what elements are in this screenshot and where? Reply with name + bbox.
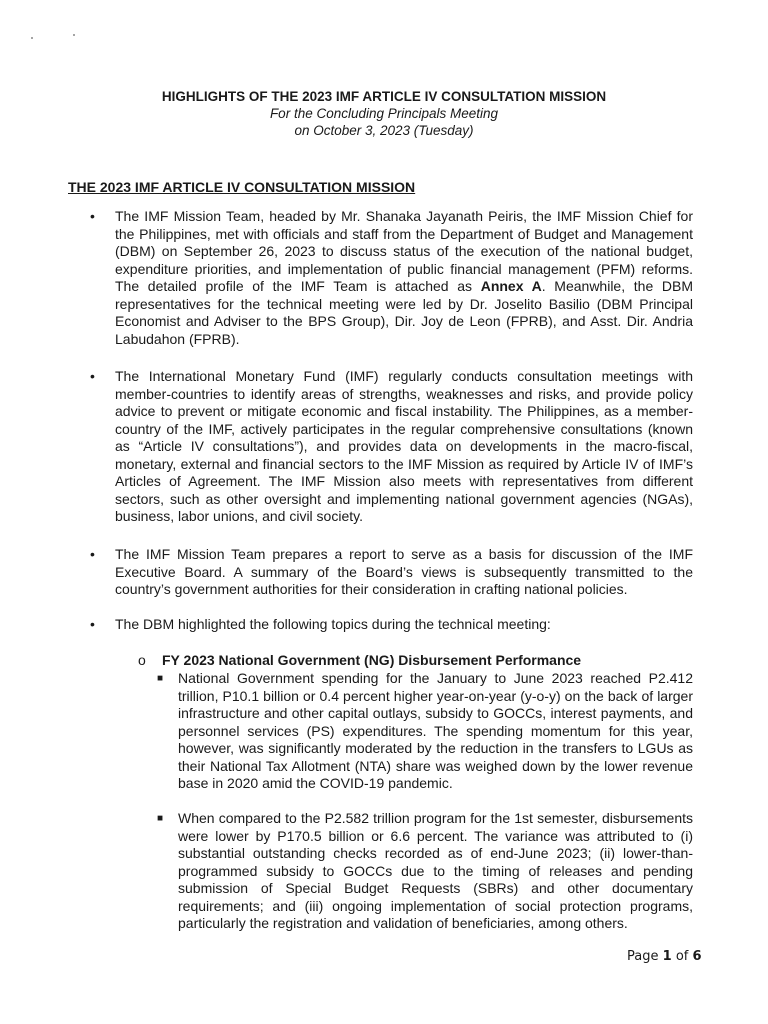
annex-reference: Annex A xyxy=(480,278,542,294)
document-header xyxy=(0,88,768,139)
bullet-paragraph xyxy=(90,368,693,526)
document-subtitle-2: on October 3, 2023 (Tuesday) xyxy=(294,123,474,138)
paragraph-text: The International Monetary Fund (IMF) regularly conducts consultation meetings with member-countries to identify areas of strengths, weaknesses and risks, and provide policy advice to prevent or mitigate economic and fiscal instability. The Philippines, as a member-country of the IMF, actively participates in the regular comprehensive consultations (known as “Article IV consultations”), and provides data on developments in the macro-fiscal, monetary, external and financial sectors to the IMF Mission as required by Article IV of IMF’s Articles of Agreement. The IMF Mission also meets with representatives from different sectors, such as other oversight and implementing national government agencies (NGAs), business, labor unions, and civil society. xyxy=(115,368,693,524)
scan-speck xyxy=(73,34,75,36)
square-bullet-icon: ■ xyxy=(157,813,164,824)
document-title: HIGHLIGHTS OF THE 2023 IMF ARTICLE IV CONSULTATION MISSION xyxy=(161,89,607,104)
page-current: 1 xyxy=(662,949,672,964)
bullet-paragraph xyxy=(90,546,693,599)
paragraph-text: The IMF Mission Team prepares a report to serve as a basis for discussion of the IMF Executive Board. A summary of the Board’s views is subsequently transmitted to the country’s government authorities for their consideration in crafting national policies. xyxy=(115,546,693,597)
paragraph-text: National Government spending for the January to June 2023 reached P2.412 trillion, P10.1 billion or 0.4 percent higher year-on-year (y-o-y) on the back of larger infrastructure and other capital outlays, subsidy to GOCCs, interest payments, and personnel services (PS) expenditures. The spending momentum for this year, however, was significantly moderated by the reduction in the transfers to LGUs as their National Tax Allotment (NTA) share was weighed down by the lower revenue base in 2020 amid the COVID-19 pandemic. xyxy=(178,670,693,791)
paragraph-text: When compared to the P2.582 trillion program for the 1st semester, disbursements were lower by P170.5 billion or 6.6 percent. The variance was attributed to (i) substantial outstanding checks recorded as of end-June 2023; (ii) lower-than-programmed subsidy to GOCCs due to the timing of releases and pending submission of Special Budget Requests (SBRs) and other documentary requirements; and (iii) ongoing implementation of social protection programs, particularly the registration and validation of beneficiaries, among others. xyxy=(178,810,693,931)
page-of: of xyxy=(675,949,689,964)
paragraph-text: The DBM highlighted the following topics during the technical meeting: xyxy=(115,616,551,632)
sub-section-heading: FY 2023 National Government (NG) Disbursement Performance xyxy=(162,652,582,668)
bullet-dot-icon: • xyxy=(90,368,95,384)
section-heading: THE 2023 IMF ARTICLE IV CONSULTATION MISSION xyxy=(68,179,416,195)
bullet-dot-icon: • xyxy=(90,546,95,562)
square-bullet-icon: ■ xyxy=(157,673,164,684)
bullet-dot-icon: • xyxy=(90,616,95,632)
page-total: 6 xyxy=(692,949,702,964)
document-subtitle-1: For the Concluding Principals Meeting xyxy=(269,106,499,121)
bullet-paragraph xyxy=(90,616,693,634)
paragraph-text: The IMF Mission Team, headed by Mr. Shanaka Jayanath Peiris, the IMF Mission Chief for the Philippines, met with officials and staff from the Department of Budget and Management (DBM) on September 26, 2023 to discuss status of the execution of the national budget, expenditure priorities, and implementation of public financial management (PFM) reforms. The detailed profile of the IMF Team is attached as xyxy=(115,208,693,294)
circle-bullet-icon: o xyxy=(138,652,146,668)
paragraph-text: . Meanwhile, the DBM representatives for the technical meeting were led by Dr. Joselito Basilio (DBM Principal Economist and Adviser to the BPS Group), Dir. Joy de Leon (FPRB), and Asst. Dir. Andria Labudahon (FPRB). xyxy=(115,278,693,347)
sub-bullet-paragraph xyxy=(157,810,693,933)
sub-bullet-paragraph xyxy=(157,670,693,793)
page-word: Page xyxy=(627,949,659,964)
bullet-paragraph xyxy=(90,208,693,348)
bullet-dot-icon: • xyxy=(90,208,95,224)
scan-speck xyxy=(31,37,33,39)
page-number xyxy=(627,949,702,964)
